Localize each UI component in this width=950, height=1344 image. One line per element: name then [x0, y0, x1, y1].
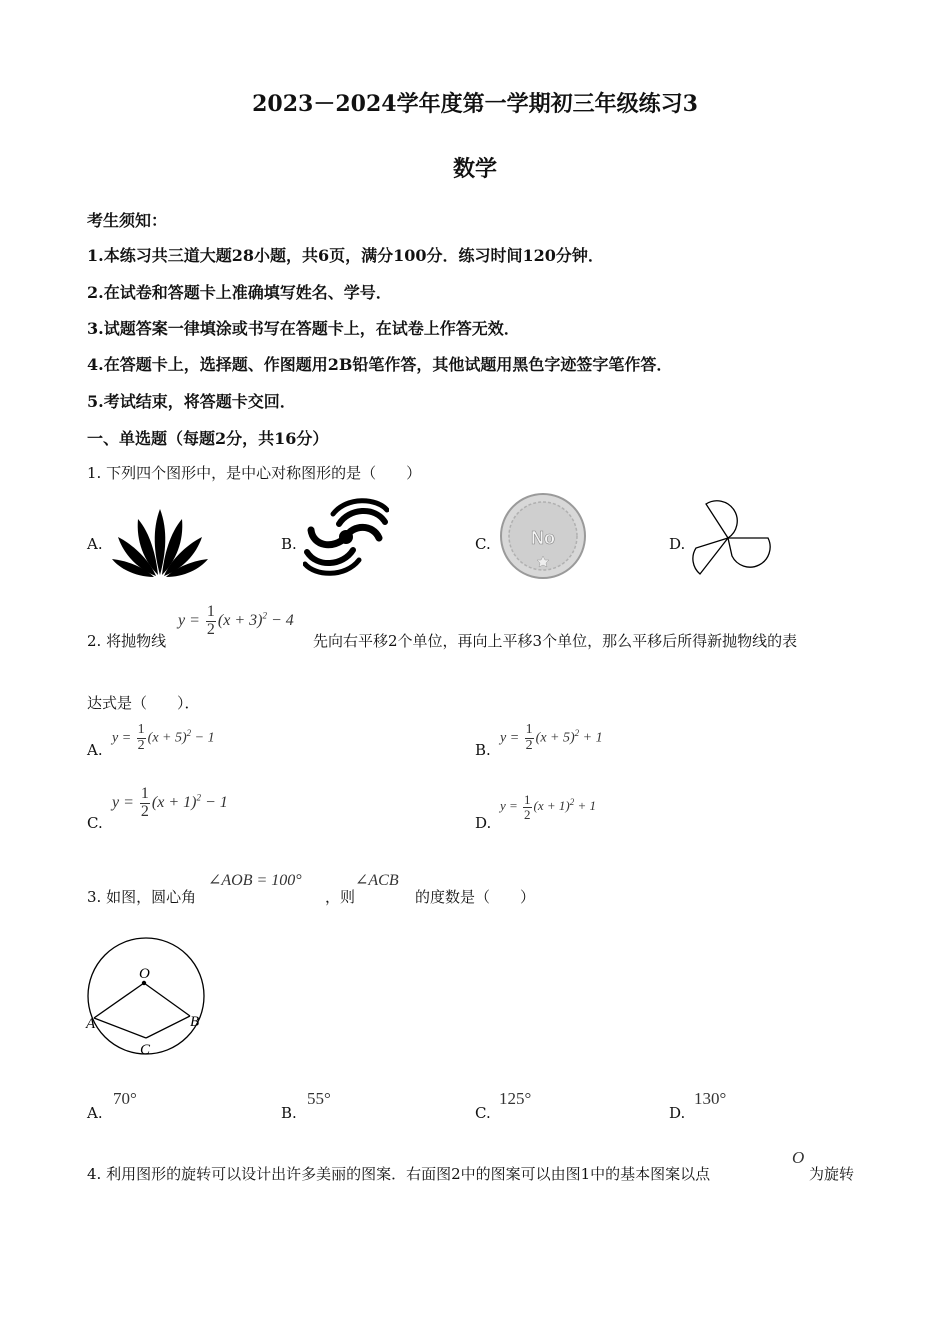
q3-option-d-value: 130°	[694, 1089, 727, 1108]
q4-point-o: O	[792, 1148, 805, 1167]
q2-option-a-formula: y = $\frac{1}{2}$ $(x + 5)^2 - 1$	[112, 722, 215, 753]
radius-oa	[94, 983, 144, 1018]
exam-title: 2023－2024学年度第一学期初三年级练习3	[252, 91, 698, 117]
q2-stem-line2: 达式是（ ）．	[87, 694, 200, 712]
q3-angle-aob: ∠AOB = 100°	[208, 872, 302, 889]
q3-option-a-label: A.	[87, 1104, 103, 1122]
q1-option-a-label: A.	[87, 535, 103, 553]
q3-option-b-value: 55°	[307, 1089, 331, 1108]
q2-option-d-formula: y = $\frac{1}{2}$ $(x + 1)^2 + 1$	[500, 792, 597, 822]
circle-outline	[88, 938, 204, 1054]
notice-item: 4.在答题卡上，选择题、作图题用2B铅笔作答，其他试题用黑色字迹签字笔作答．	[87, 355, 673, 374]
q3-mid: ，则	[325, 888, 356, 906]
q2-option-b-label: B.	[475, 741, 491, 759]
label-a: A	[86, 1016, 96, 1032]
label-o: O	[139, 966, 150, 982]
pinwheel-icon	[692, 498, 774, 578]
coin-text: No	[531, 528, 555, 548]
label-b: B	[190, 1014, 200, 1030]
chord-bc	[146, 1016, 190, 1038]
notice-item: 1.本练习共三道大题28小题，共6页，满分100分．练习时间120分钟．	[87, 246, 604, 265]
q3-circle-figure	[80, 930, 210, 1060]
q3-option-d-label: D.	[669, 1104, 686, 1122]
q2-option-d-label: D.	[475, 814, 492, 832]
q3-option-b-label: B.	[281, 1104, 297, 1122]
subject-title: 数学	[452, 156, 497, 182]
notice-item: 3.试题答案一律填涂或书写在答题卡上，在试卷上作答无效．	[87, 319, 520, 338]
q3-option-c-value: 125°	[499, 1089, 532, 1108]
q1-stem: 1. 下列四个图形中，是中心对称图形的是（ ）	[87, 464, 422, 482]
spiral-logo-icon	[303, 494, 389, 580]
lotus-logo-icon	[110, 505, 210, 580]
chord-ac	[94, 1018, 146, 1038]
q3-suffix: 的度数是（ ）	[415, 888, 536, 906]
q3-option-a-value: 70°	[113, 1089, 137, 1108]
q4-suffix: 为旋转	[809, 1165, 855, 1183]
q2-option-b-formula: y = $\frac{1}{2}$ $(x + 5)^2 + 1$	[500, 722, 603, 753]
q2-option-a-label: A.	[87, 741, 103, 759]
q1-option-d-label: D.	[669, 535, 686, 553]
q2-formula: y = $\frac{1}{2}$ $(x + 3)^2 - 4$	[178, 603, 294, 638]
q3-prefix: 3. 如图，圆心角	[87, 888, 197, 906]
q2-suffix: 先向右平移2个单位，再向上平移3个单位，那么平移后所得新抛物线的表	[313, 632, 798, 650]
label-c: C	[140, 1042, 151, 1058]
radius-ob	[144, 983, 190, 1016]
q2-option-c-formula: y = $\frac{1}{2}$ $(x + 1)^2 - 1$	[112, 785, 228, 820]
q2-option-c-label: C.	[87, 814, 103, 832]
coin-icon	[499, 492, 587, 580]
q3-option-c-label: C.	[475, 1104, 491, 1122]
q1-option-c-label: C.	[475, 535, 491, 553]
q3-angle-acb: ∠ACB	[355, 872, 399, 889]
section-heading: 一、单选题（每题2分，共16分）	[87, 429, 329, 448]
notice-item: 2.在试卷和答题卡上准确填写姓名、学号．	[87, 283, 392, 302]
notice-item: 5.考试结束，将答题卡交回．	[87, 392, 296, 411]
notice-heading: 考生须知：	[87, 211, 168, 230]
q1-option-b-label: B.	[281, 535, 297, 553]
q2-prefix: 2. 将抛物线	[87, 632, 167, 650]
q4-stem: 4. 利用图形的旋转可以设计出许多美丽的图案．右面图2中的图案可以由图1中的基本图案以点	[87, 1165, 711, 1183]
